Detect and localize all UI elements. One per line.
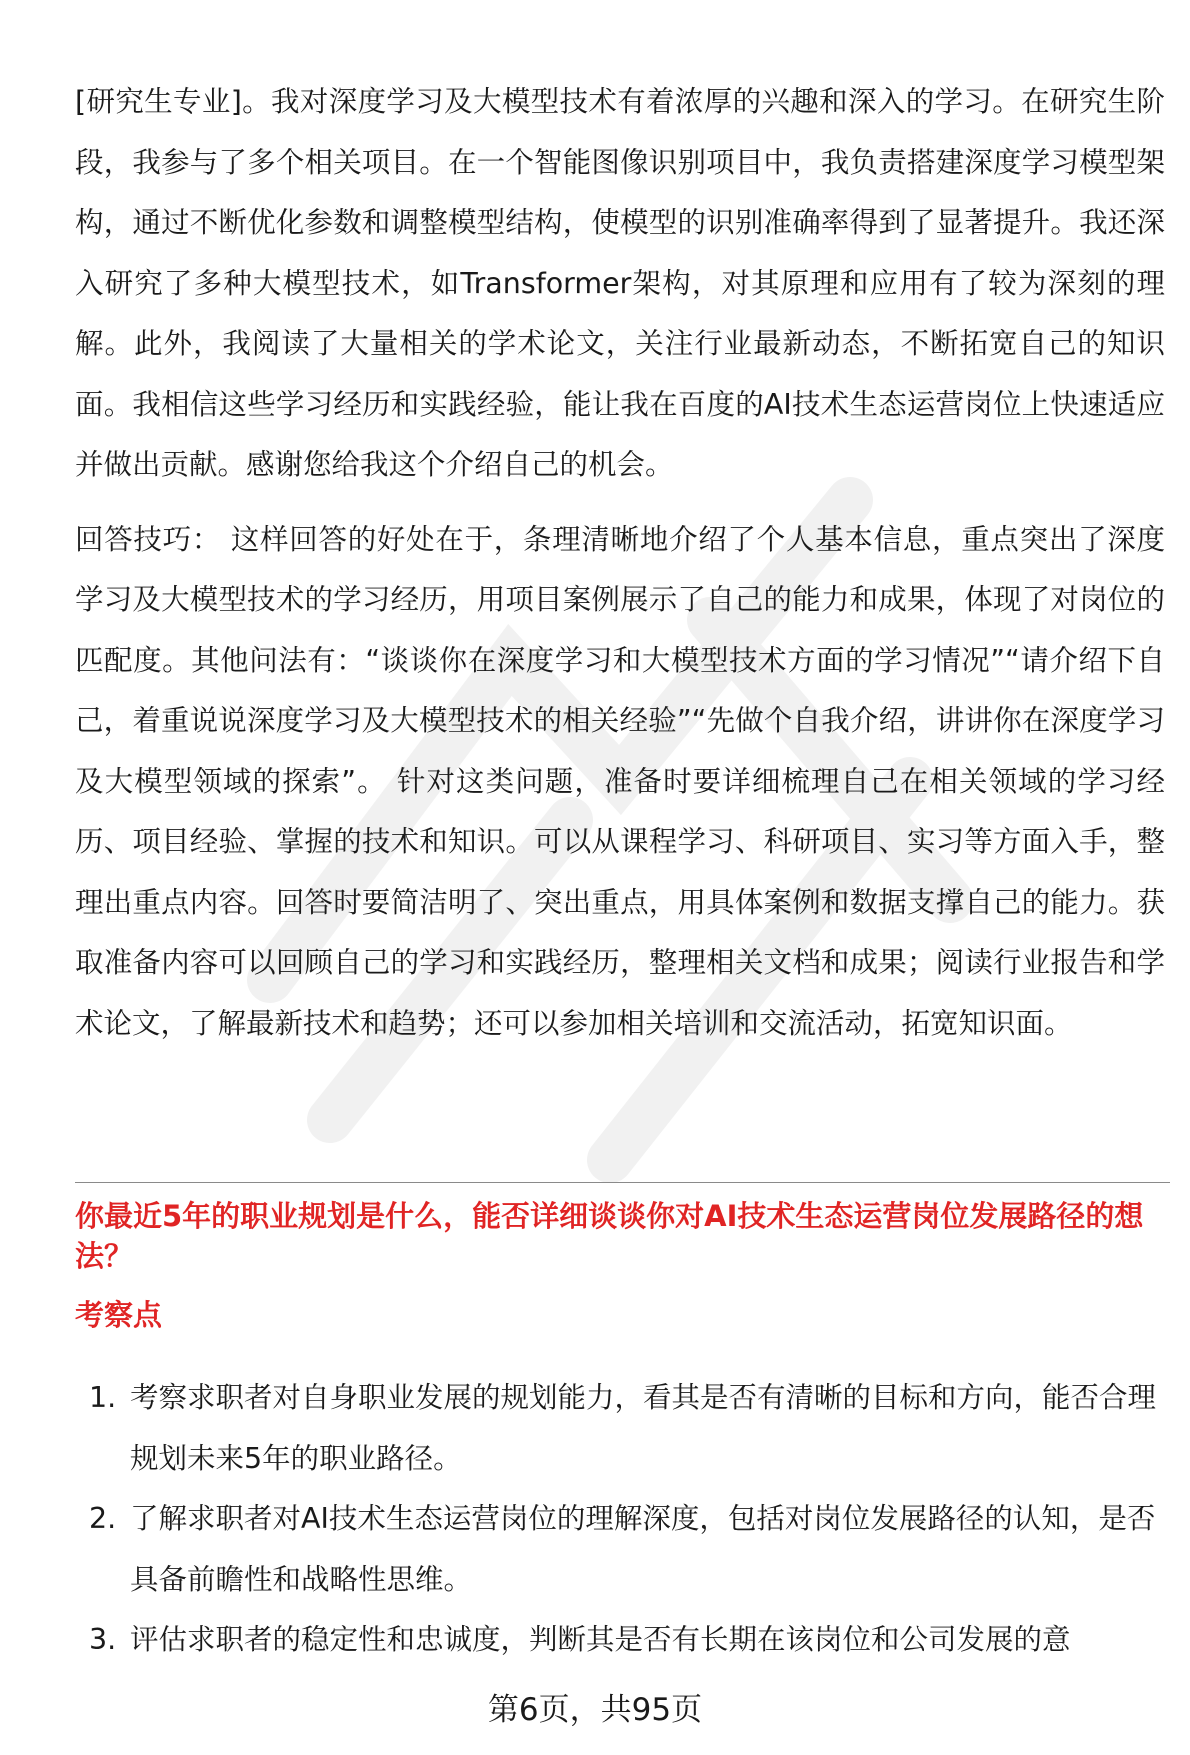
- question-heading: 你最近5年的职业规划是什么，能否详细谈谈你对AI技术生态运营岗位发展路径的想法？: [75, 1199, 1144, 1273]
- assessment-points-heading: 考察点: [75, 1298, 163, 1332]
- list-item: [75, 1489, 1165, 1610]
- list-item: [75, 1610, 1165, 1671]
- list-item-text: 考察求职者对自身职业发展的规划能力，看其是否有清晰的目标和方向，能否合理规划未来5年的职业路径。: [130, 1381, 1157, 1475]
- list-item-number: 2.: [89, 1502, 117, 1535]
- section-divider: [75, 1182, 1170, 1183]
- assessment-points-list: [75, 1368, 1165, 1671]
- list-item-text: 评估求职者的稳定性和忠诚度，判断其是否有长期在该岗位和公司发展的意: [130, 1623, 1071, 1656]
- intro-answer-paragraph: [研究生专业]。我对深度学习及大模型技术有着浓厚的兴趣和深入的学习。在研究生阶段，我参与了多个相关项目。在一个智能图像识别项目中，我负责搭建深度学习模型架构，通过不断优化参数和调整模型结构，使模型的识别准确率得到了显著提升。我还深入研究了多种大模型技术，如Transformer架构，对其原理和应用有了较为深刻的理解。此外，我阅读了大量相关的学术论文，关注行业最新动态，不断拓宽自己的知识面。我相信这些学习经历和实践经验，能让我在百度的AI技术生态运营岗位上快速适应并做出贡献。感谢您给我这个介绍自己的机会。: [75, 85, 1165, 481]
- answer-tips-paragraph: 回答技巧： 这样回答的好处在于，条理清晰地介绍了个人基本信息，重点突出了深度学习及大模型技术的学习经历，用项目案例展示了自己的能力和成果，体现了对岗位的匹配度。其他问法有：“谈谈你在深度学习和大模型技术方面的学习情况”“请介绍下自己，着重说说深度学习及大模型技术的相关经验”“先做个自我介绍，讲讲你在深度学习及大模型领域的探索”。 针对这类问题，准备时要详细梳理自己在相关领域的学习经历、项目经验、掌握的技术和知识。可以从课程学习、科研项目、实习等方面入手，整理出重点内容。回答时要简洁明了、突出重点，用具体案例和数据支撑自己的能力。获取准备内容可以回顾自己的学习和实践经历，整理相关文档和成果；阅读行业报告和学术论文，了解最新技术和趋势；还可以参加相关培训和交流活动，拓宽知识面。: [75, 522, 1165, 1040]
- list-item-number: 3.: [89, 1623, 117, 1656]
- list-item-number: 1.: [89, 1381, 117, 1414]
- list-item-text: 了解求职者对AI技术生态运营岗位的理解深度，包括对岗位发展路径的认知，是否具备前瞻性和战略性思维。: [130, 1502, 1156, 1596]
- page-number-footer: 第6页，共95页: [487, 1692, 703, 1728]
- document-body: [75, 72, 1165, 1054]
- list-item: [75, 1368, 1165, 1489]
